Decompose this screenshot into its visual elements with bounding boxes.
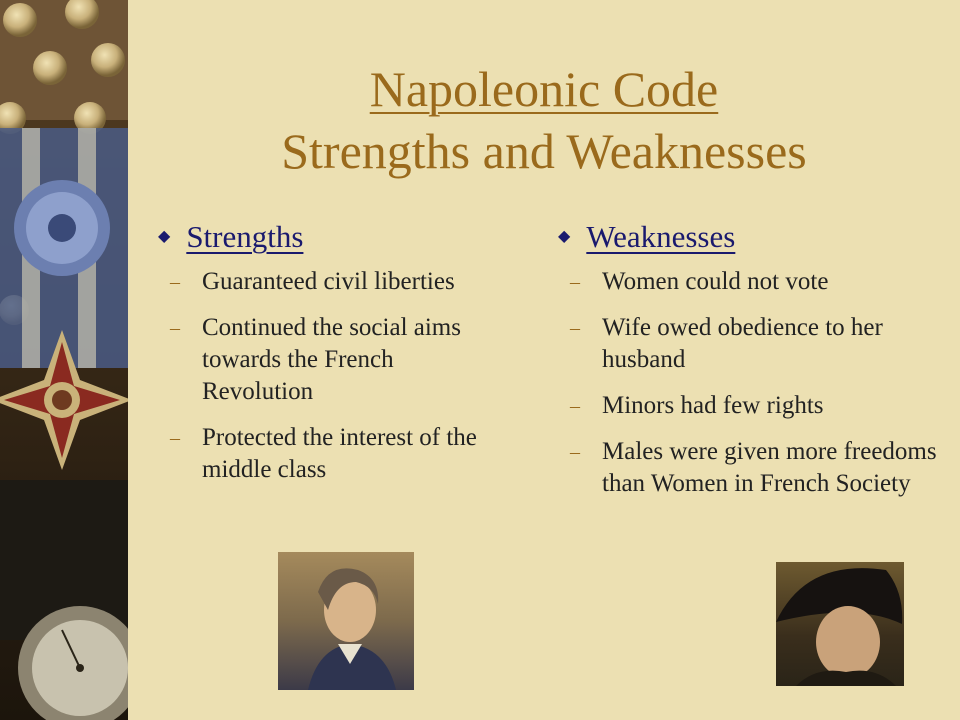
dash-bullet-icon: – (570, 395, 580, 417)
list-item-text: Protected the interest of the middle class (202, 424, 477, 483)
strengths-heading (158, 216, 508, 258)
list-item-text: Wife owed obedience to her husband (602, 314, 883, 373)
list-item (158, 266, 508, 298)
list-item (558, 266, 948, 298)
weaknesses-column (558, 216, 948, 514)
list-item (558, 390, 948, 422)
dash-bullet-icon: – (170, 271, 180, 293)
dash-bullet-icon: – (170, 427, 180, 449)
strengths-column (158, 216, 508, 500)
list-item (558, 436, 948, 500)
dash-bullet-icon: – (570, 317, 580, 339)
title-subtitle: Strengths and Weaknesses (281, 123, 807, 179)
portrait-napoleon-bicorne-image (776, 562, 904, 686)
decorative-sidebar-image (0, 0, 128, 720)
title-link[interactable]: Napoleonic Code (369, 61, 719, 117)
strengths-heading-link[interactable]: Strengths (186, 219, 304, 254)
diamond-bullet-icon: ◆ (158, 228, 171, 245)
list-item-text: Continued the social aims towards the French Revolution (202, 314, 461, 405)
dash-bullet-icon: – (570, 441, 580, 463)
portrait-napoleon-bicorne-illustration (776, 562, 904, 686)
list-item (558, 312, 948, 376)
portrait-young-napoleon-image (278, 552, 414, 690)
dash-bullet-icon: – (570, 271, 580, 293)
list-item-text: Minors had few rights (602, 392, 824, 419)
weaknesses-list (558, 266, 948, 500)
medals-illustration (0, 0, 128, 720)
dash-bullet-icon: – (170, 317, 180, 339)
list-item (158, 422, 508, 486)
list-item-text: Males were given more freedoms than Women in French Society (602, 438, 937, 497)
slide-content (128, 0, 960, 720)
list-item-text: Women could not vote (602, 268, 829, 295)
list-item (158, 312, 508, 408)
weaknesses-heading (558, 216, 948, 258)
portrait-young-napoleon-illustration (278, 552, 414, 690)
list-item-text: Guaranteed civil liberties (202, 268, 455, 295)
strengths-list (158, 266, 508, 486)
weaknesses-heading-link[interactable]: Weaknesses (586, 219, 736, 254)
diamond-bullet-icon: ◆ (558, 228, 571, 245)
slide-title (128, 58, 960, 182)
